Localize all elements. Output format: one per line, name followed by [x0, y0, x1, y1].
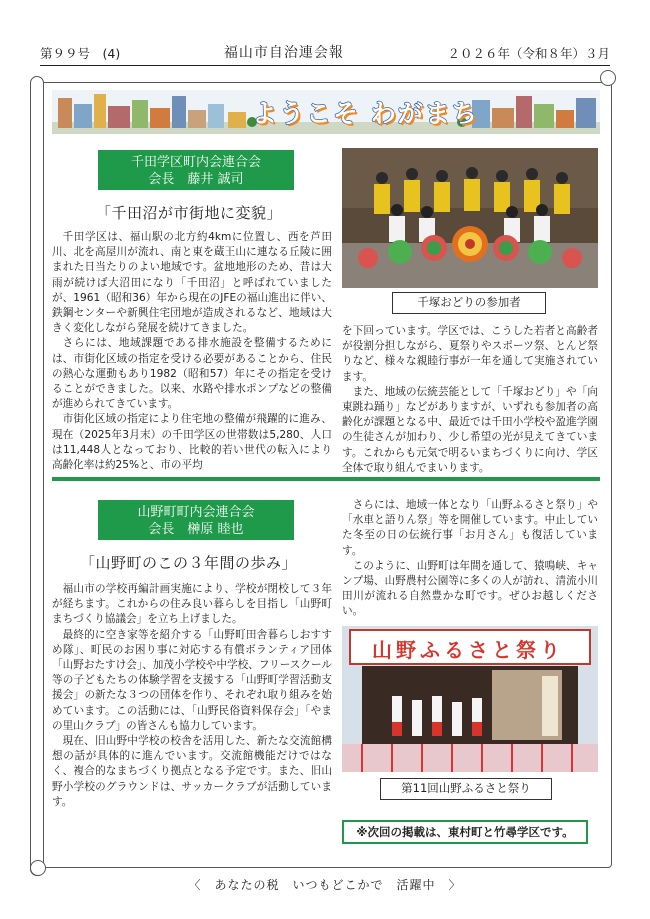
page-header [40, 44, 610, 66]
section1-chair: 会長 藤井 誠司 [148, 172, 244, 187]
section2-paragraph: 福山市の学校再編計画実施により、学校が閉校して３年が経ちます。これからの住み良い暮らしを目指し「山野町まちづくり協議会」を立ち上げました。 [52, 583, 332, 626]
scroll-roll-bottom-left [30, 860, 46, 876]
section2-org: 山野町町内会連合会 [137, 505, 255, 520]
next-issue-notice: ※次回の掲載は、東村町と竹尋学区です。 [342, 820, 588, 844]
scroll-roll-top-right [600, 70, 616, 86]
section1-org-box [98, 150, 294, 190]
dancers-photo-illustration [342, 148, 598, 288]
section-divider [52, 477, 600, 481]
section2-paragraph: 現在、旧山野中学校の校舎を活用した、新たな交流館構想の話が具体的に進んでいます。交流館機能だけではなく、複合的なまちづくり拠点となる予定です。また、旧山野小学校のグラウンドは、サッカークラブが活動しています。 [52, 735, 332, 808]
section2-paragraph: このように、山野町は年間を通して、猿鳴峡、キャンプ場、山野農村公園等に多くの人が訪れ、清流小川田川が流れる自然豊かな町です。ぜひお越しください。 [342, 559, 598, 618]
section2-chair: 会長 榊原 睦也 [148, 522, 244, 537]
section1-org: 千田学区町内会連合会 [130, 155, 261, 170]
section1-photo-caption: 千塚おどりの参加者 [392, 292, 546, 314]
section1-paragraph: 市街化区域の指定により住宅地の整備が飛躍的に進み、現在（2025年3月末）の千田学区の世帯数は5,280、人口は11,448人となっており、比較的若い世代の転入により高齢化率は約25%と、市の平均 [52, 413, 332, 472]
welcome-banner [52, 90, 600, 134]
section2-heading: 「山野町のこの３年間の歩み」 [80, 554, 298, 572]
section1-paragraph: また、地域の伝統芸能として「千塚おどり」や「向東跳ね踊り」などがありますが、いずれも参加者の高齢化が課題となる中、最近では千田小学校や盈進学園の生徒さんが加わり、少し希望の光が見えてきています。これからも元気で明るいまちづくりに向け、学区全体で取り組んでまいります。 [342, 385, 598, 474]
banner-title: ようこそ わがまち [252, 99, 479, 128]
footer-slogan: 〈 あなたの税 いつもどこかで 活躍中 〉 [188, 878, 462, 892]
section1-paragraph: を下回っています。学区では、こうした若者と高齢者が役割分担しながら、夏祭りやスポーツ祭、とんど祭りなど、様々な親睦行事が一年を通して実施されています。 [342, 325, 598, 383]
issue-date: ２０２６年（令和８年）３月 [447, 46, 610, 61]
issue-number: 第９９号 (4) [40, 46, 121, 61]
section2-body-left [52, 582, 332, 810]
section2-photo [342, 626, 598, 772]
section1-body-right [342, 324, 598, 476]
section2-photo-caption: 第11回山野ふるさと祭り [380, 778, 552, 800]
section1-paragraph: 千田学区は、福山駅の北方約4kmに位置し、西を芦田川、北を高屋川が流れ、南と東を蔵王山に連なる丘陵に囲まれた日当たりのよい地域です。盆地地形のため、昔は大雨が続けば大沼田になり「千田沼」と呼ばれていましたが、1961（昭和36）年から現在のJFEの福山進出に伴い、鉄鋼センターや新興住宅団地が造成されるなど、地域は大きく変化しながら発展を続けてきました。 [52, 231, 332, 335]
section1-photo [342, 148, 598, 288]
section1-paragraph: さらには、地域課題である排水施設を整備するためには、市街化区域の指定を受ける必要があることから、住民の熱心な運動もあり1982（昭和57）年にその指定を受けることができました。以来、水路や排水ポンプなどの整備が進められてきています。 [52, 337, 332, 411]
section1-body-left [52, 230, 332, 473]
section2-org-box [98, 500, 294, 540]
scroll-roll-left [30, 76, 44, 876]
section2-paragraph: さらには、地域一体となり「山野ふるさと祭り」や「水車と語りん祭」等を開催しています。中止していた冬至の日の伝統行事「お月さん」も復活しています。 [342, 499, 598, 557]
section2-body-right [342, 498, 598, 620]
newsletter-title: 福山市自治連会報 [223, 45, 344, 61]
section1-heading: 「千田沼が市街地に変貌」 [96, 204, 283, 222]
festival-banner-text: 山野ふるさと祭り [372, 638, 564, 662]
section2-paragraph: 最終的に空き家等を紹介する「山野町田舎暮らしおすすめ隊」、町民のお困り事に対応する有償ボランティア団体「山野おたすけ会」、加茂小学校や中学校、フリースクール等の子どもたちの体験学習を支援する「山野町学習活動支援会」の新たな３つの団体を作り、それぞれ取り組みを始めています。この活動には、「山野民俗資料保存会」「やまの里山クラブ」の皆さんも協力しています。 [52, 628, 332, 732]
